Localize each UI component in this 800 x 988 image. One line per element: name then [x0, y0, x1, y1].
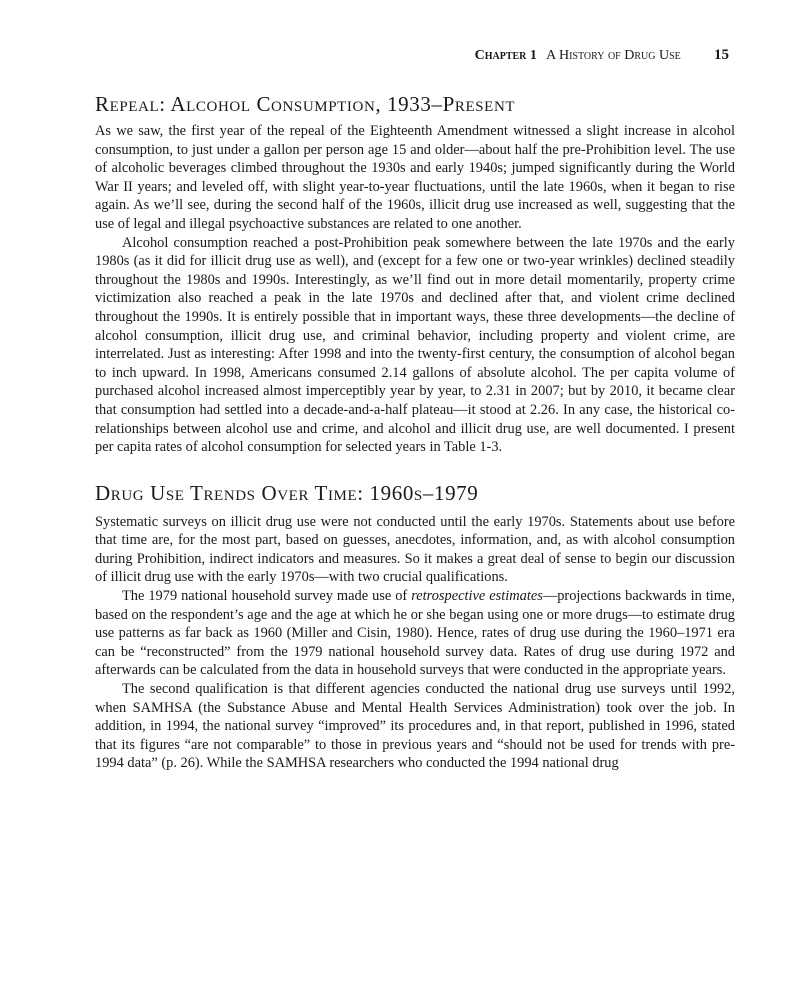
page-body	[95, 90, 735, 773]
chapter-label: Chapter 1	[474, 48, 537, 63]
paragraph: As we saw, the first year of the repeal of the Eighteenth Amendment witnessed a slight increase in alcohol consumption, to just under a gallon per person age 15 and older—about half the pre-Prohibition level. The use of alcoholic beverages climbed throughout the 1930s and early 1940s; jumped significantly during the World War II years; and leveled off, with slight year-to-year fluctuations, until the late 1960s, when it began to rise again. As we’ll see, during the second half of the 1960s, illicit drug use increased as well, suggesting that the use of legal and illegal psychoactive substances are related to one another.	[95, 123, 735, 232]
paragraph-lead: The 1979 national household survey made use of	[122, 588, 412, 605]
page-number: 15	[714, 47, 729, 63]
paragraph: The second qualification is that different agencies conducted the national drug use surveys until 1992, when SAMHSA (the Substance Abuse and Mental Health Services Administration) took over the job. In addition, in 1994, the national survey “improved” its procedures and, in that report, published in 1996, stated that its figures “are not comparable” to those in previous years and “should not be used for trends with pre-1994 data” (p. 26). While the SAMHSA researchers who conducted the 1994 national drug	[95, 681, 735, 772]
section-heading-repeal: Repeal: Alcohol Consumption, 1933–Present	[95, 92, 516, 116]
chapter-title: A History of Drug Use	[546, 48, 681, 63]
paragraph	[95, 587, 735, 680]
running-head	[475, 47, 729, 64]
paragraph: Alcohol consumption reached a post-Prohibition peak somewhere between the late 1970s and the early 1980s (as it did for illicit drug use as well), and (except for a few one or two-year wrinkles) declined steadily throughout the 1980s and 1990s. Interestingly, as we’ll find out in more detail momentarily, property crime victimization also reached a peak in the late 1970s and declined after that, and violent crime declined throughout the 1990s. It is entirely possible that in important ways, these three developments—the decline of alcohol consumption, illicit drug use, and criminal behavior, including property and violent crime, are interrelated. Just as interesting: After 1998 and into the twenty-first century, the consumption of alcohol began to inch upward. In 1998, Americans consumed 2.14 gallons of absolute alcohol. The per capita volume of purchased alcohol increased almost imperceptibly year by year, to 2.31 in 2007; but by 2010, it became clear that consumption had settled into a decade-and-a-half plateau—it stood at 2.26. In any case, the historical co-relationships between alcohol use and crime, and alcohol and illicit drug use, are well documented. I present per capita rates of alcohol consumption for selected years in Table 1-3.	[95, 234, 735, 456]
section-heading-drug-use-trends: Drug Use Trends Over Time: 1960s–1979	[95, 480, 479, 505]
italic-term: retrospective estimates	[411, 588, 543, 605]
paragraph: Systematic surveys on illicit drug use were not conducted until the early 1970s. Statements about use before that time are, for the most part, based on guesses, anecdotes, information, and, as with alcohol consumption during Prohibition, indirect indicators and measures. So it makes a great deal of sense to begin our discussion of illicit drug use with the early 1970s—with two crucial qualifications.	[95, 513, 735, 586]
paragraph-rest: —projections backwards in time, based on the respondent’s age and the age at which he or she began using one or more drugs—to estimate drug use patterns as far back as 1960 (Miller and Cisin, 1980). Hence, rates of drug use during the 1960–1971 era can be “reconstructed” from the 1979 national household survey data. Rates of drug use during 1972 and afterwards can be calculated from the data in household surveys that were conducted in the appropriate years.	[95, 588, 735, 679]
